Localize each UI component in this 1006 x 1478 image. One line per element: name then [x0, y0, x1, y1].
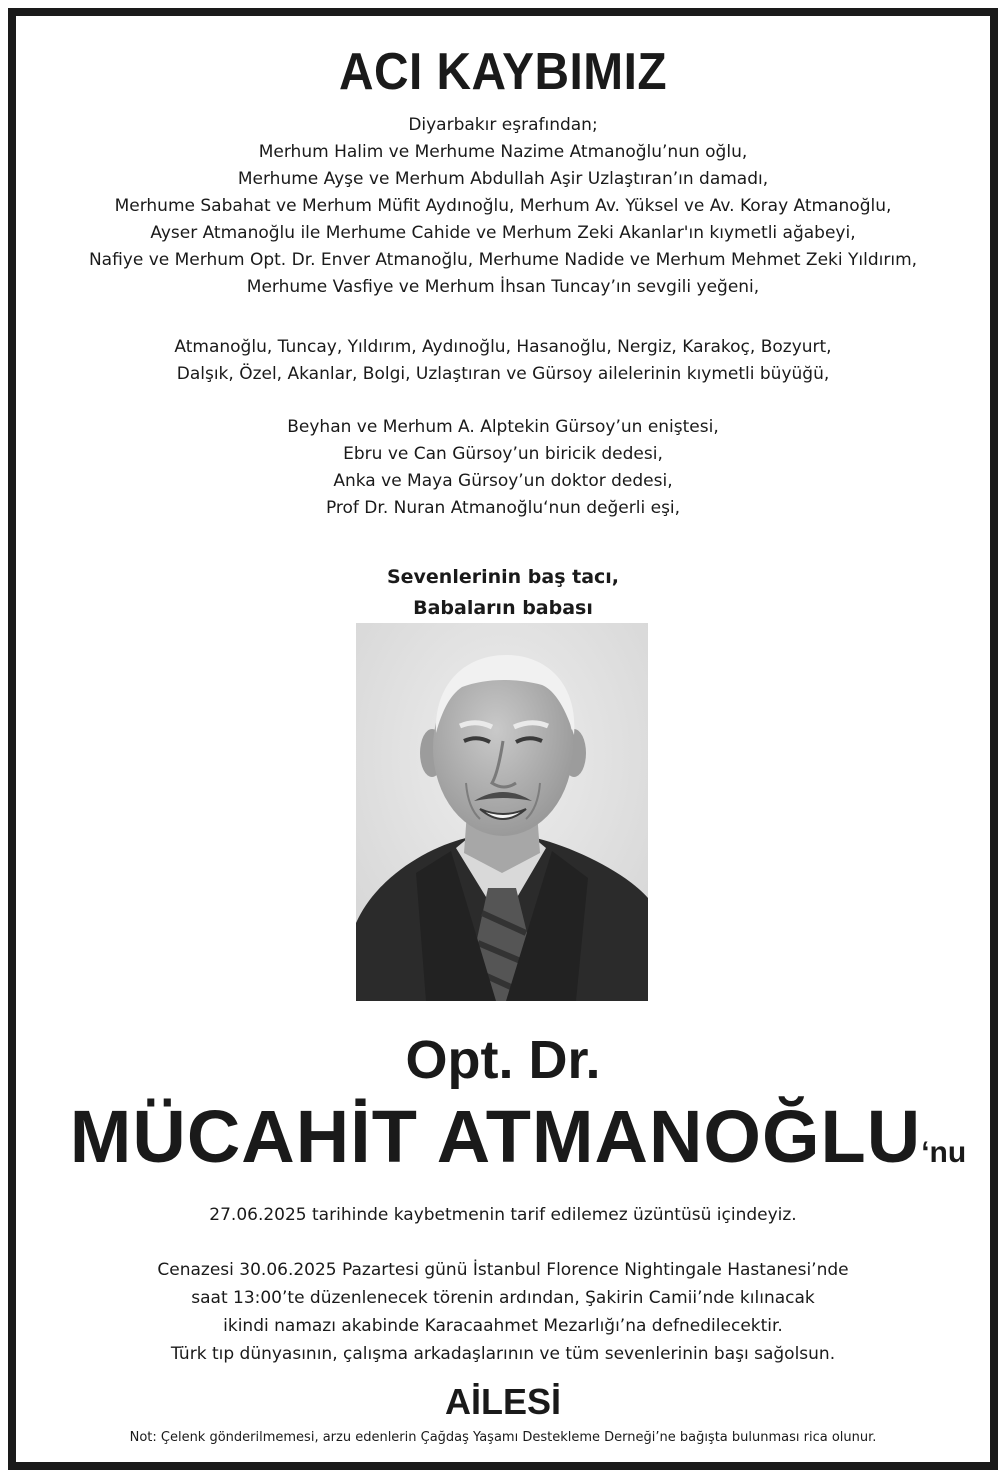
relatives-line: Anka ve Maya Gürsoy’un doktor dedesi,: [333, 471, 673, 491]
funeral-line: Türk tıp dünyasının, çalışma arkadaşlarının ve tüm sevenlerinin başı sağolsun.: [170, 1344, 836, 1364]
portrait-illustration: [356, 623, 648, 1001]
lineage-block: [16, 112, 990, 301]
page-title: ACI KAYBIMIZ: [338, 43, 668, 101]
families-line: Atmanoğlu, Tuncay, Yıldırım, Aydınoğlu, Hasanoğlu, Nergiz, Karakoç, Bozyurt,: [174, 337, 832, 357]
lineage-line: Merhum Halim ve Merhume Nazime Atmanoğlu’nun oğlu,: [258, 142, 748, 162]
relatives-line: Prof Dr. Nuran Atmanoğlu‘nun değerli eşi,: [325, 498, 681, 518]
deceased-name: MÜCAHİT ATMANOĞLU: [69, 1095, 922, 1178]
portrait-photo: [356, 623, 648, 1001]
relatives-line: Ebru ve Can Gürsoy’un biricik dedesi,: [343, 444, 663, 464]
lineage-line: Diyarbakır eşrafından;: [408, 115, 598, 135]
relatives-block: [16, 414, 990, 522]
deceased-name-suffix: ‘nu: [921, 1136, 967, 1169]
deceased-name-line: [46, 1096, 990, 1194]
tagline-line: Sevenlerinin baş tacı,: [386, 566, 620, 588]
relatives-line: Beyhan ve Merhum A. Alptekin Gürsoy’un eniştesi,: [287, 417, 719, 437]
families-line: Dalşık, Özel, Akanlar, Bolgi, Uzlaştıran ve Gürsoy ailelerinin kıymetli büyüğü,: [176, 364, 830, 384]
announcement-text: 27.06.2025 tarihinde kaybetmenin tarif edilemez üzüntüsü içindeyiz.: [209, 1205, 797, 1225]
lineage-line: Merhume Vasfiye ve Merhum İhsan Tuncay’ın sevgili yeğeni,: [246, 277, 760, 297]
funeral-details: [16, 1256, 990, 1368]
families-block: [16, 334, 990, 388]
lineage-line: Ayser Atmanoğlu ile Merhume Cahide ve Merhum Zeki Akanlar'ın kıymetli ağabeyi,: [150, 223, 856, 243]
funeral-line: Cenazesi 30.06.2025 Pazartesi günü İstanbul Florence Nightingale Hastanesi’nde: [157, 1260, 849, 1280]
funeral-line: saat 13:00’te düzenlenecek törenin ardından, Şakirin Camii’nde kılınacak: [191, 1288, 815, 1308]
family-signature: AİLESİ: [444, 1381, 561, 1422]
obituary-content: [16, 16, 990, 1462]
lineage-line: Nafiye ve Merhum Opt. Dr. Enver Atmanoğlu, Merhume Nadide ve Merhum Mehmet Zeki Yıldırım,: [88, 250, 918, 270]
funeral-line: ikindi namazı akabinde Karacaahmet Mezarlığı’na defnedilecektir.: [223, 1316, 783, 1336]
lineage-line: Merhume Ayşe ve Merhum Abdullah Aşir Uzlaştıran’ın damadı,: [237, 169, 769, 189]
lineage-line: Merhume Sabahat ve Merhum Müfit Aydınoğlu, Merhum Av. Yüksel ve Av. Koray Atmanoğlu,: [114, 196, 892, 216]
deceased-honorific: Opt. Dr.: [405, 1030, 601, 1090]
tagline: [16, 562, 990, 624]
obituary-border: [8, 8, 998, 1470]
footnote: Not: Çelenk gönderilmemesi, arzu edenlerin Çağdaş Yaşamı Destekleme Derneği’ne bağışta bulunması rica olunur.: [129, 1430, 877, 1445]
tagline-line: Babaların babası: [413, 597, 593, 619]
